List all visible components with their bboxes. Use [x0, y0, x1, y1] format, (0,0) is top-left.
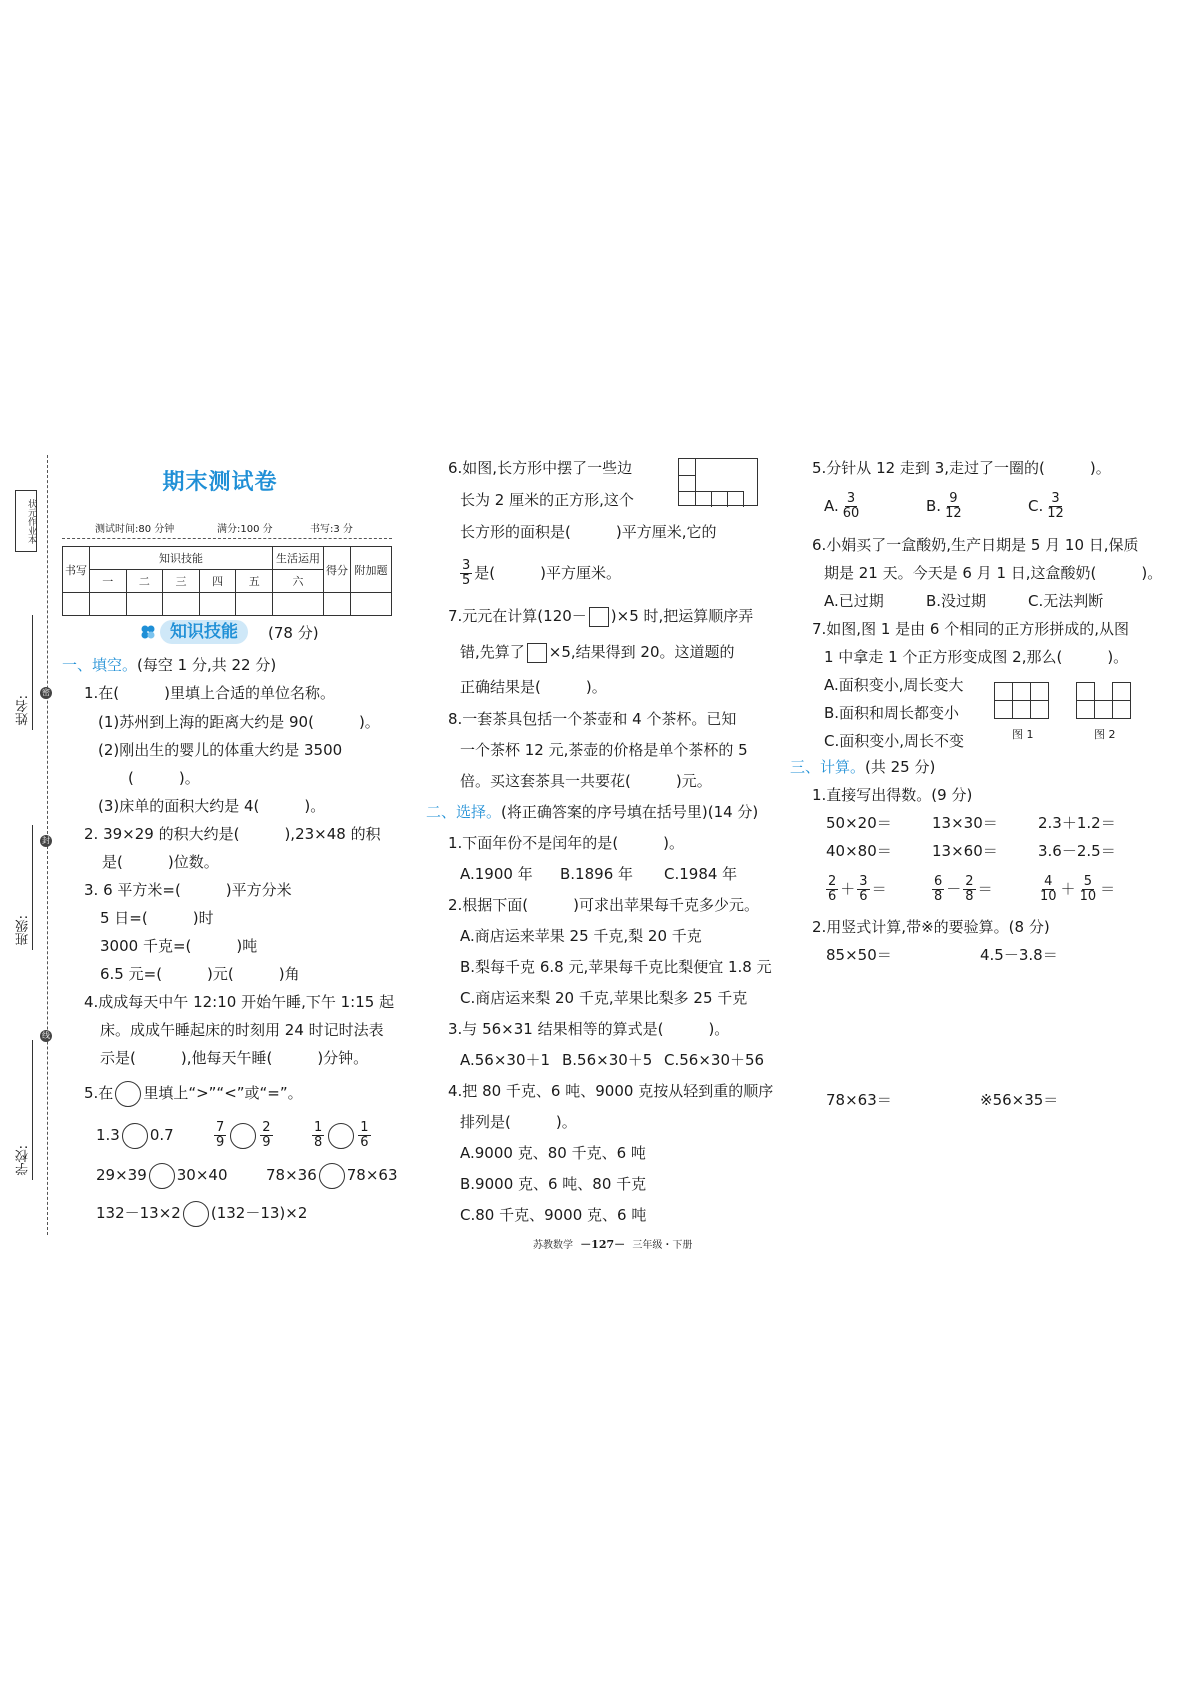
school-line	[32, 1040, 33, 1180]
choice-q3: 3.与 56×31 结果相等的算式是( )。	[448, 1020, 730, 1038]
vertical-calc-2: 4.5－3.8＝	[980, 946, 1058, 964]
fill-q1-3: (3)床单的面积大约是 4( )。	[98, 797, 326, 815]
figure-1-label: 图 1	[1012, 728, 1034, 741]
fill-q4a: 4.成成每天中午 12:10 开始午睡,下午 1:15 起	[84, 993, 395, 1011]
score-cell[interactable]	[273, 593, 324, 616]
vertical-calc-4: ※56×35＝	[980, 1091, 1059, 1109]
choice-q1-c: C.1984 年	[664, 865, 738, 883]
exam-info	[95, 520, 385, 538]
choice-q1-b: B.1896 年	[560, 865, 634, 883]
choice-q3-b: B.56×30＋5	[562, 1051, 653, 1069]
score-cell[interactable]	[63, 593, 90, 616]
score-cell[interactable]	[126, 593, 163, 616]
fill-q3a: 3. 6 平方米=( )平方分米	[84, 881, 292, 899]
choice-q6-line-1: 6.小娟买了一盒酸奶,生产日期是 5 月 10 日,保质	[812, 536, 1139, 554]
page-footer	[533, 1236, 713, 1252]
class-line	[32, 825, 33, 950]
q6-line-3: 长方形的面积是( )平方厘米,它的	[460, 523, 717, 541]
fill-q5: 5.在 里填上“>”“<”或“=”。	[84, 1080, 303, 1107]
score-cell[interactable]	[324, 593, 351, 616]
vertical-calc-3: 78×63＝	[826, 1091, 892, 1109]
choice-q5-c: C. $\frac{3}{12}$	[1028, 491, 1064, 521]
q8-line-2: 一个茶杯 12 元,茶壶的价格是单个茶杯的 5	[460, 741, 748, 759]
page-title: 期末测试卷	[162, 469, 278, 495]
compare-circle[interactable]	[149, 1163, 175, 1189]
score-col-3: 三	[163, 570, 200, 593]
choice-q7-line-1: 7.如图,图 1 是由 6 个相同的正方形拼成的,从图	[812, 620, 1130, 638]
score-col-4: 四	[199, 570, 236, 593]
calc-fraction-b: $\frac{6}{8}$ － $\frac{2}{8}$ ＝	[934, 874, 993, 904]
compare-circle[interactable]	[122, 1123, 148, 1149]
seal-mark-2: 封	[42, 836, 50, 845]
q7-line-3: 正确结果是( )。	[460, 678, 607, 696]
calc-part-1: 1.直接写出得数。(9 分)	[812, 786, 973, 804]
choice-q6-b: B.没过期	[926, 592, 987, 610]
exam-writing-score: 书写:3 分	[310, 524, 353, 535]
fill-q3c: 3000 千克=( )吨	[100, 937, 258, 955]
calc-fraction-a: $\frac{2}{6}$ ＋ $\frac{3}{6}$ ＝	[828, 874, 887, 904]
compare-row-1b: $\frac{7}{9}$ $\frac{2}{9}$	[216, 1120, 271, 1150]
footer-subject: 苏教数学	[533, 1240, 573, 1251]
q7-line-1: 7.元元在计算(120－ )×5 时,把运算顺序弄	[448, 607, 754, 625]
compare-circle[interactable]	[183, 1201, 209, 1227]
calc-item: 13×30＝	[932, 814, 998, 832]
section-title: 知识技能	[160, 620, 248, 644]
calc-item: 13×60＝	[932, 842, 998, 860]
blank-box[interactable]	[589, 607, 609, 627]
fill-q4b: 床。成成午睡起床的时刻用 24 时记时法表	[100, 1021, 384, 1039]
choice-q7-b: B.面积和周长都变小	[824, 704, 960, 722]
choice-q5-a: A. $\frac{3}{60}$	[824, 491, 860, 521]
choice-q1: 1.下面年份不是闰年的是( )。	[448, 834, 685, 852]
calc-part-2: 2.用竖式计算,带※的要验算。(8 分)	[812, 918, 1050, 936]
name-label: 姓名:	[16, 695, 31, 726]
seal-mark-3: 线	[42, 1031, 50, 1040]
fill-q2: 2. 39×29 的积大约是( ),23×48 的积	[84, 825, 381, 843]
choice-q2-b: B.梨每千克 6.8 元,苹果每千克比梨便宜 1.8 元	[460, 958, 772, 976]
info-divider	[62, 538, 392, 539]
fill-q1-1: (1)苏州到上海的距离大约是 90( )。	[98, 713, 380, 731]
choice-q5: 5.分针从 12 走到 3,走过了一圈的( )。	[812, 459, 1111, 477]
section-dots-icon	[140, 624, 156, 640]
footer-grade: 三年级・下册	[632, 1240, 693, 1251]
choice-q3-a: A.56×30＋1	[460, 1051, 551, 1069]
fill-q2b: 是( )位数。	[102, 853, 219, 871]
fill-q1-2b: ( )。	[128, 769, 200, 787]
score-col-1: 一	[90, 570, 127, 593]
blank-box[interactable]	[527, 643, 547, 663]
choice-q6-line-2: 期是 21 天。今天是 6 月 1 日,这盒酸奶( )。	[824, 564, 1163, 582]
score-header-life: 生活运用	[273, 547, 324, 570]
q6-line-2: 长为 2 厘米的正方形,这个	[460, 491, 634, 509]
figure-2	[1076, 682, 1132, 720]
calc-fraction-c: $\frac{4}{10}$ ＋ $\frac{5}{10}$ ＝	[1040, 874, 1116, 904]
calc-item: 3.6－2.5＝	[1038, 842, 1116, 860]
choice-q7-c: C.面积变小,周长不变	[824, 732, 965, 750]
score-cell[interactable]	[199, 593, 236, 616]
fill-section-heading: 一、填空。(每空 1 分,共 22 分)	[62, 656, 277, 674]
score-cell[interactable]	[351, 593, 392, 616]
q8-line-3: 倍。买这套茶具一共要花( )元。	[460, 772, 712, 790]
section-points: (78 分)	[268, 624, 319, 642]
score-cell[interactable]	[163, 593, 200, 616]
compare-circle[interactable]	[319, 1163, 345, 1189]
brand-box	[15, 490, 37, 552]
choice-q3-c: C.56×30＋56	[664, 1051, 765, 1069]
score-header-extra: 附加题	[351, 547, 392, 593]
calc-item: 50×20＝	[826, 814, 892, 832]
score-table	[62, 546, 392, 616]
score-header-knowledge: 知识技能	[90, 547, 273, 570]
fill-q1-2: (2)刚出生的婴儿的体重大约是 3500	[98, 741, 343, 759]
exam-full-score: 满分:100 分	[217, 524, 273, 535]
choice-q6-c: C.无法判断	[1028, 592, 1104, 610]
compare-circle-sample	[115, 1081, 141, 1107]
fill-q1: 1.在( )里填上合适的单位名称。	[84, 684, 336, 702]
choice-q4: 4.把 80 千克、6 吨、9000 克按从轻到重的顺序	[448, 1082, 774, 1100]
binding-sidebar	[0, 455, 60, 1235]
compare-circle[interactable]	[328, 1123, 354, 1149]
choice-q2-a: A.商店运来苹果 25 千克,梨 20 千克	[460, 927, 702, 945]
score-header-score: 得分	[324, 547, 351, 593]
choice-q4-opt-a: A.9000 克、80 千克、6 吨	[460, 1144, 646, 1162]
q6-line-1: 6.如图,长方形中摆了一些边	[448, 459, 633, 477]
calc-item: 2.3＋1.2＝	[1038, 814, 1116, 832]
brand-text: 状元作业本	[26, 498, 36, 544]
choice-q7-line-2: 1 中拿走 1 个正方形变成图 2,那么( )。	[824, 648, 1129, 666]
figure-1	[994, 682, 1050, 720]
compare-row-2b: 78×36 78×63	[266, 1160, 398, 1190]
calc-section-heading: 三、计算。(共 25 分)	[790, 758, 936, 776]
compare-row-2a: 29×39 30×40	[96, 1160, 228, 1190]
compare-circle[interactable]	[230, 1123, 256, 1149]
fill-q4c: 示是( ),他每天午睡( )分钟。	[100, 1049, 369, 1067]
page-number: －127－	[580, 1238, 626, 1251]
compare-row-1c: $\frac{1}{8}$ $\frac{1}{6}$	[314, 1120, 369, 1150]
fill-q3b: 5 日=( )时	[100, 909, 214, 927]
q8-line-1: 8.一套茶具包括一个茶壶和 4 个茶杯。已知	[448, 710, 737, 728]
seal-mark-1: 密	[42, 688, 50, 697]
q6-line-4: $\frac{3}{5}$ 是( )平方厘米。	[462, 558, 621, 588]
choice-q2: 2.根据下面( )可求出苹果每千克多少元。	[448, 896, 760, 914]
score-header-writing: 书写	[63, 547, 90, 593]
exam-time: 测试时间:80 分钟	[95, 524, 175, 535]
choice-q2-c: C.商店运来梨 20 千克,苹果比梨多 25 千克	[460, 989, 748, 1007]
choice-q1-a: A.1900 年	[460, 865, 533, 883]
choice-q5-b: B. $\frac{9}{12}$	[926, 491, 962, 521]
score-cell[interactable]	[90, 593, 127, 616]
choice-q4-opt-b: B.9000 克、6 吨、80 千克	[460, 1175, 647, 1193]
choice-section-heading: 二、选择。(将正确答案的序号填在括号里)(14 分)	[426, 803, 759, 821]
class-label: 班级:	[16, 915, 31, 946]
q7-line-2: 错,先算了 ×5,结果得到 20。这道题的	[460, 643, 735, 661]
q6-rectangle-figure	[678, 458, 758, 506]
figure-2-label: 图 2	[1094, 728, 1116, 741]
choice-q6-a: A.已过期	[824, 592, 884, 610]
calc-item: 40×80＝	[826, 842, 892, 860]
score-col-5: 五	[236, 570, 273, 593]
choice-q4-b: 排列是( )。	[460, 1113, 577, 1131]
compare-row-3: 132－13×2 (132－13)×2	[96, 1198, 307, 1228]
score-col-2: 二	[126, 570, 163, 593]
choice-q4-opt-c: C.80 千克、9000 克、6 吨	[460, 1206, 647, 1224]
compare-row-1a: 1.3 0.7	[96, 1118, 174, 1152]
name-line	[32, 615, 33, 730]
choice-q7-a: A.面积变小,周长变大	[824, 676, 964, 694]
vertical-calc-1: 85×50＝	[826, 946, 892, 964]
score-col-6: 六	[273, 570, 324, 593]
fill-q3d: 6.5 元=( )元( )角	[100, 965, 300, 983]
score-cell[interactable]	[236, 593, 273, 616]
school-label: 学校:	[16, 1145, 31, 1176]
